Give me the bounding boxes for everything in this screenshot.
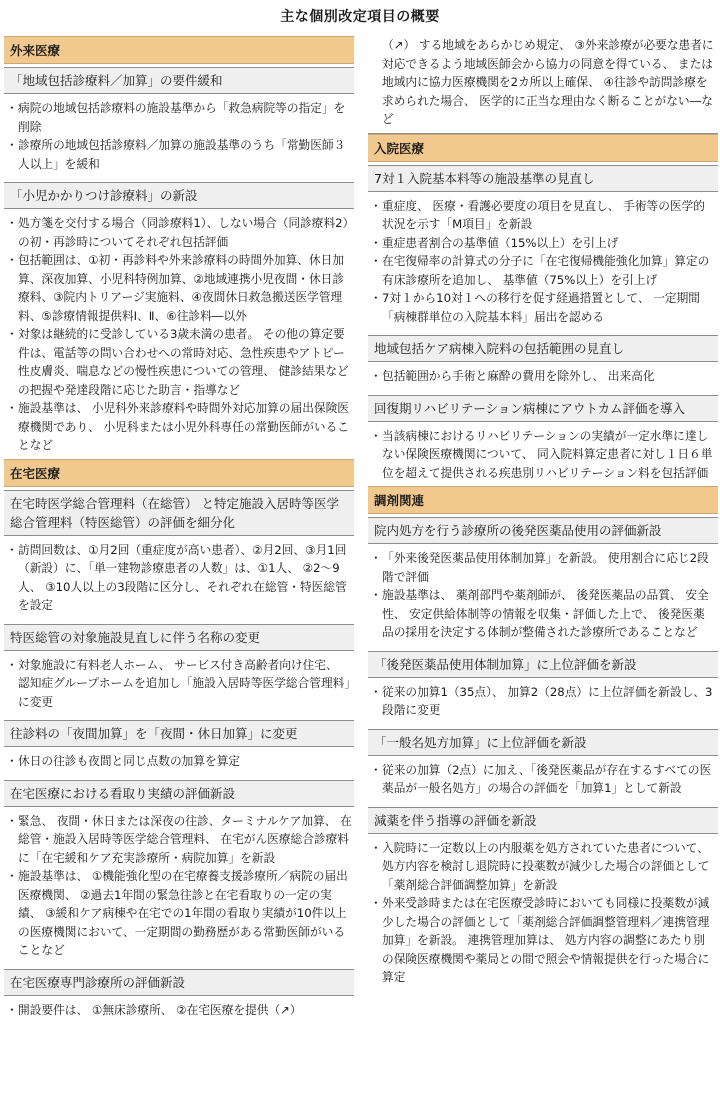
bullet-item: ・ 外来受診時または在宅医療受診時においても同様に投薬数が減少した場合の評価として「薬剤総合評価調整管理料／連携管理加算」を新設。 連携管理加算は、 処方内容の調整にあたり別の保険医療機関や薬局との間で照会や情報提供を行った場合に算定 — [382, 894, 716, 987]
category-header: 調剤関連 — [368, 486, 718, 514]
item-heading: 「小児かかりつけ診療料」の新設 — [4, 182, 354, 209]
item-heading: 減薬を伴う指導の評価を新設 — [368, 807, 718, 834]
page-title: 主な個別改定項目の概要 — [280, 9, 440, 25]
bullet-item: ・ 包括範囲から手術と麻酔の費用を除外し、 出来高化 — [382, 367, 716, 386]
bullet-item: ・ 休日の往診も夜間と同じ点数の加算を算定 — [18, 752, 352, 771]
category-header: 在宅医療 — [4, 459, 354, 487]
bullet-item: ・ 施設基準は、 ①機能強化型の在宅療養支援診療所／病院の届出医療機関、 ②過去1年間の緊急往診と在宅看取りの一定の実績、 ③緩和ケア病棟や在宅での1年間の看取り実績が10件以上の医療機関において、一定期間の勤務歴がある常勤医師がいることなど — [18, 867, 352, 960]
bullet-list — [368, 362, 718, 390]
bullet-item: ・ 重症度、 医療・看護必要度の項目を見直し、 手術等の医学的状況を示す「M項目」を新設 — [382, 197, 716, 234]
bullet-item: ・ 処方箋を交付する場合（同診療料1）、しない場合（同診療料2）の初・再診時についてそれぞれ包括評価 — [18, 214, 352, 251]
bullet-item: ・ 在宅復帰率の計算式の分子に「在宅復帰機能強化加算」算定の有床診療所を追加し、 基準値（75%以上）を引上げ — [382, 252, 716, 289]
bullet-item: ・ 病院の地域包括診療料の施設基準から「救急病院等の指定」を削除 — [18, 99, 352, 136]
bullet-list — [368, 756, 718, 802]
bullet-list — [4, 536, 354, 619]
bullet-list — [4, 651, 354, 716]
item-heading: 地域包括ケア病棟入院料の包括範囲の見直し — [368, 335, 718, 362]
bullet-item: ・ 入院時に一定数以上の内服薬を処方されていた患者について、 処方内容を検討し退院時に投薬数が減少した場合の評価として「薬剤総合評価調整加算」を新設 — [382, 839, 716, 895]
right-column — [368, 36, 718, 991]
bullet-item: ・ 施設基準は、 薬剤部門や薬剤師が、 後発医薬品の品質、 安全性、 安定供給体制等の情報を収集・評価した上で、 後発医薬品の採用を決定する体制が整備された診療所であることなど — [382, 586, 716, 642]
item-heading: 特医総管の対象施設見直しに伴う名称の変更 — [4, 624, 354, 651]
bullet-item: ・ 従来の加算（2点）に加え、「後発医薬品が存在するすべての医薬品が一般名処方」の場合の評価を「加算1」として新設 — [382, 761, 716, 798]
bullet-item: ・ 対象施設に有料老人ホーム、 サービス付き高齢者向け住宅、 認知症グループホームを追加し「施設入居時等医学総合管理料」に変更 — [18, 656, 352, 712]
bullet-item: ・ 訪問回数は、①月2回（重症度が高い患者）、②月2回、③月1回（新設）に、「単一建物診療患者の人数」は、①1人、 ②2〜9人、 ③10人以上の3段階に区分し、それぞれ在総管・特医総管を設定 — [18, 541, 352, 615]
bullet-list — [368, 192, 718, 331]
bullet-list — [368, 544, 718, 646]
bullet-list — [4, 209, 354, 459]
bullet-item: ・ 対象は継続的に受診している3歳未満の患者。 その他の算定要件は、電話等の問い合わせへの常時対応、急性疾患やアトピー性皮膚炎、喘息などの慢性疾患についての管理、 健診結果などの把握や発達段階に応じた助言・指導など — [18, 325, 352, 399]
left-column — [4, 36, 354, 1023]
bullet-item: ・ 緊急、 夜間・休日または深夜の往診、ターミナルケア加算、 在総管・施設入居時等医学総合管理料、 在宅がん医療総合診療料に「在宅緩和ケア充実診療所・病院加算」を新設 — [18, 812, 352, 868]
bullet-item: ・ 従来の加算1（35点）、 加算2（28点）に上位評価を新設し、3段階に変更 — [382, 683, 716, 720]
bullet-item: ・ 施設基準は、 小児科外来診療料や時間外対応加算の届出保険医療機関であり、 小児科または小児外科専任の常勤医師がいることなど — [18, 399, 352, 455]
item-heading: 在宅医療における看取り実績の評価新設 — [4, 780, 354, 807]
category-header: 入院医療 — [368, 134, 718, 162]
bullet-list — [4, 747, 354, 775]
item-heading: 院内処方を行う診療所の後発医薬品使用の評価新設 — [368, 517, 718, 544]
continuation-text: （↗） する地域をあらかじめ規定、 ③外来診療が必要な患者に対応できるよう地域医師会から協力の同意を得ている、 または地域内に協力医療機関を2カ所以上確保、 ④往診や訪問診療を求められた場合、 医学的に正当な理由なく断ることがない―など — [368, 36, 718, 134]
bullet-list — [4, 94, 354, 177]
bullet-item: ・ 重症患者割合の基準値（15%以上）を引上げ — [382, 234, 716, 253]
bullet-item: ・ 7対１から10対１への移行を促す経過措置として、 一定期間「病棟群単位の入院基本料」届出を認める — [382, 289, 716, 326]
item-heading: 「一般名処方加算」に上位評価を新設 — [368, 729, 718, 756]
bullet-list — [368, 834, 718, 991]
bullet-item: ・ 包括範囲は、①初・再診料や外来診療料の時間外加算、休日加算、深夜加算、小児科特例加算、②地域連携小児夜間・休日診療料、③院内トリアージ実施料、④夜間休日救急搬送医学管理料、⑤診療情報提供料Ⅰ、Ⅱ、⑥往診料―以外 — [18, 251, 352, 325]
item-heading: 7対１入院基本料等の施設基準の見直し — [368, 165, 718, 192]
item-heading: 「後発医薬品使用体制加算」に上位評価を新設 — [368, 651, 718, 678]
category-header: 外来医療 — [4, 36, 354, 64]
bullet-list — [4, 807, 354, 964]
item-heading: 在宅医療専門診療所の評価新設 — [4, 969, 354, 996]
bullet-item: ・ 診療所の地域包括診療料／加算の施設基準のうち「常勤医師３人以上」を緩和 — [18, 136, 352, 173]
item-heading: 往診料の「夜間加算」を「夜間・休日加算」に変更 — [4, 720, 354, 747]
item-heading: 「地域包括診療料／加算」の要件緩和 — [4, 67, 354, 94]
bullet-item: ・ 「外来後発医薬品使用体制加算」を新設。 使用割合に応じ2段階で評価 — [382, 549, 716, 586]
bullet-list — [368, 422, 718, 487]
bullet-item: ・ 開設要件は、 ①無床診療所、 ②在宅医療を提供（↗） — [18, 1001, 352, 1020]
item-heading: 在宅時医学総合管理料（在総管） と特定施設入居時等医学総合管理料（特医総管）の評価を細分化 — [4, 490, 354, 536]
bullet-item: ・ 当該病棟におけるリハビリテーションの実績が一定水準に達しない保険医療機関について、 同入院料算定患者に対し１日６単位を超えて提供される疾患別リハビリテーション料を包括評価 — [382, 427, 716, 483]
item-heading: 回復期リハビリテーション病棟にアウトカム評価を導入 — [368, 395, 718, 422]
bullet-list — [4, 996, 354, 1024]
bullet-list — [368, 678, 718, 724]
